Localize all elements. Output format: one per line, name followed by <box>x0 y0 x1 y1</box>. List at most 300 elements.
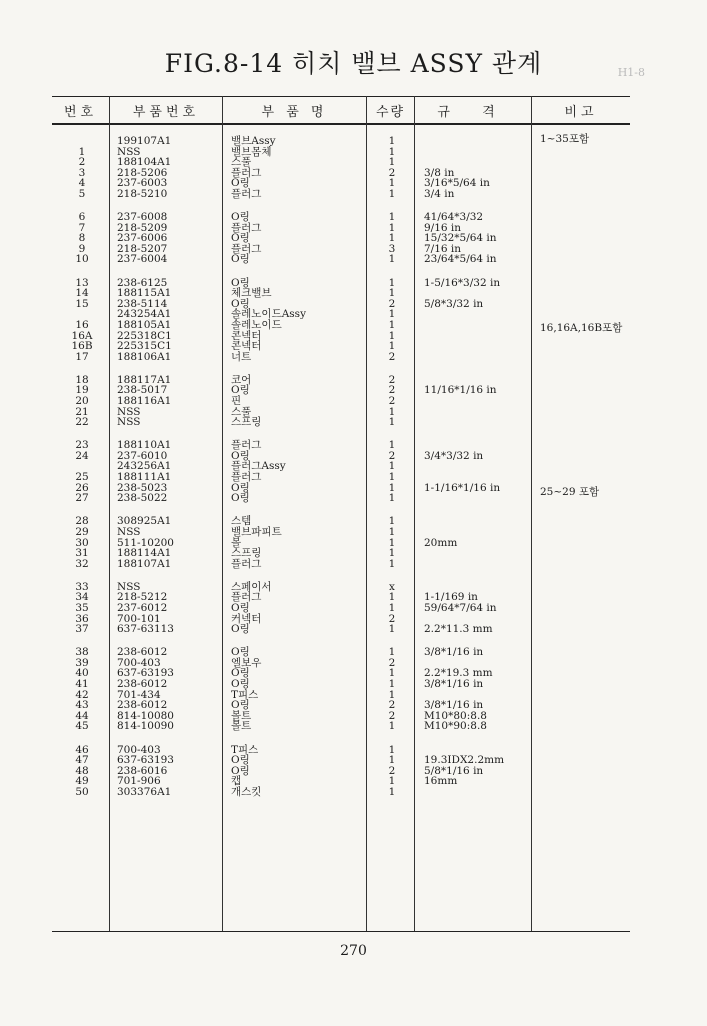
part-number: 225318C1 <box>117 329 172 342</box>
quantity: 2 <box>388 394 396 407</box>
part-name: 볼 <box>231 536 242 549</box>
specification: 1-5/16*3/32 in <box>424 276 501 289</box>
quantity: 1 <box>388 678 396 691</box>
part-number: 188114A1 <box>117 547 172 560</box>
table-row <box>0 254 707 265</box>
table-row <box>0 189 707 200</box>
part-number: 237-6003 <box>117 177 168 190</box>
quantity: 1 <box>388 460 396 473</box>
part-name: O링 <box>231 623 250 636</box>
part-name: 플러그 <box>231 557 262 570</box>
part-number: 237-6012 <box>117 601 168 614</box>
table-row <box>0 668 707 679</box>
part-name: O링 <box>231 177 250 190</box>
table-row <box>0 375 707 386</box>
item-number: 8 <box>78 232 86 245</box>
part-name: O링 <box>231 253 250 266</box>
item-number: 9 <box>78 242 86 255</box>
part-number: 238-5023 <box>117 481 168 494</box>
table-row <box>0 483 707 494</box>
part-number: 238-6012 <box>117 678 168 691</box>
part-number: 218-5206 <box>117 166 168 179</box>
quantity: 1 <box>388 287 396 300</box>
item-number: 49 <box>75 775 89 788</box>
part-number: 238-6012 <box>117 646 168 659</box>
quantity: 1 <box>388 221 396 234</box>
table-row <box>0 309 707 320</box>
part-name: O링 <box>231 449 250 462</box>
part-name: 플러그 <box>231 591 262 604</box>
part-name: O링 <box>231 384 250 397</box>
part-number: 511-10200 <box>117 536 174 549</box>
part-name: O링 <box>231 646 250 659</box>
item-number: 24 <box>75 449 89 462</box>
item-number: 35 <box>75 601 89 614</box>
specification: 2.2*11.3 mm <box>424 623 493 636</box>
item-number: 23 <box>75 439 89 452</box>
part-name: O링 <box>231 492 250 505</box>
specification: 11/16*1/16 in <box>424 384 497 397</box>
item-number: 29 <box>75 525 89 538</box>
part-name: 밸브몸체 <box>231 145 272 158</box>
quantity: 2 <box>388 350 396 363</box>
quantity: 1 <box>388 557 396 570</box>
table-row <box>0 244 707 255</box>
item-number: 30 <box>75 536 89 549</box>
specification: 9/16 in <box>424 221 462 234</box>
part-number: 238-6016 <box>117 764 168 777</box>
item-number: 42 <box>75 688 89 701</box>
part-number: 237-6008 <box>117 211 168 224</box>
quantity: 1 <box>388 492 396 505</box>
table-header-rule <box>52 123 630 125</box>
part-number: 188110A1 <box>117 439 172 452</box>
part-number: 188104A1 <box>117 156 172 169</box>
item-number: 45 <box>75 720 89 733</box>
part-name: 플러그 <box>231 221 262 234</box>
table-row <box>0 711 707 722</box>
table-row <box>0 157 707 168</box>
item-number: 16A <box>71 329 93 342</box>
parts-table-body <box>0 136 707 797</box>
quantity: 1 <box>388 623 396 636</box>
specification: 1-1/169 in <box>424 591 478 604</box>
part-name: 체크밸브 <box>231 287 272 300</box>
item-number: 28 <box>75 515 89 528</box>
part-number: NSS <box>117 416 141 429</box>
quantity: 2 <box>388 166 396 179</box>
part-name: T피스 <box>231 743 259 756</box>
part-name: O링 <box>231 601 250 614</box>
part-name: O링 <box>231 481 250 494</box>
specification: 59/64*7/64 in <box>424 601 497 614</box>
item-number: 38 <box>75 646 89 659</box>
part-name: 핀 <box>231 394 242 407</box>
item-number: 22 <box>75 416 89 429</box>
item-number: 40 <box>75 667 89 680</box>
table-row <box>0 755 707 766</box>
table-row <box>0 614 707 625</box>
quantity: 1 <box>388 720 396 733</box>
group-spacer <box>0 200 707 213</box>
group-spacer <box>0 504 707 517</box>
part-name: 밸브파피트 <box>231 525 282 538</box>
table-row <box>0 745 707 756</box>
quantity: 1 <box>388 743 396 756</box>
table-row <box>0 538 707 549</box>
quantity: 1 <box>388 481 396 494</box>
quantity: 1 <box>388 416 396 429</box>
table-top-rule <box>52 96 630 97</box>
quantity: 1 <box>388 754 396 767</box>
item-number: 3 <box>78 166 86 179</box>
table-row <box>0 288 707 299</box>
part-name: O링 <box>231 678 250 691</box>
item-number: 7 <box>78 221 86 234</box>
quantity: 1 <box>388 515 396 528</box>
table-row <box>0 178 707 189</box>
item-number: 10 <box>75 253 89 266</box>
quantity: 2 <box>388 297 396 310</box>
part-number: 303376A1 <box>117 785 172 798</box>
header-part: 부품번호 <box>132 105 200 120</box>
specification: 3/8*1/16 in <box>424 646 484 659</box>
part-name: 플러그 <box>231 439 262 452</box>
quantity: 1 <box>388 329 396 342</box>
quantity: 1 <box>388 405 396 418</box>
part-number: 218-5212 <box>117 591 168 604</box>
part-name: O링 <box>231 232 250 245</box>
quantity: 1 <box>388 547 396 560</box>
table-row <box>0 233 707 244</box>
quantity: 1 <box>388 536 396 549</box>
specification: 2.2*19.3 mm <box>424 667 493 680</box>
part-number: 814-10080 <box>117 709 174 722</box>
table-row <box>0 516 707 527</box>
part-number: 237-6010 <box>117 449 168 462</box>
quantity: 1 <box>388 591 396 604</box>
part-name: O링 <box>231 764 250 777</box>
quantity: 2 <box>388 612 396 625</box>
part-number: 238-5017 <box>117 384 168 397</box>
part-number: 637-63193 <box>117 667 174 680</box>
part-number: 218-5207 <box>117 242 168 255</box>
specification: 3/16*5/64 in <box>424 177 490 190</box>
item-number: 1 <box>78 145 86 158</box>
part-number: 238-5022 <box>117 492 168 505</box>
part-number: 218-5209 <box>117 221 168 234</box>
part-number: 308925A1 <box>117 515 172 528</box>
part-name: O링 <box>231 276 250 289</box>
part-name: 콘넥터 <box>231 329 262 342</box>
item-number: 43 <box>75 699 89 712</box>
part-number: 218-5210 <box>117 187 168 200</box>
part-name: 플러그Assy <box>231 460 286 473</box>
item-number: 26 <box>75 481 89 494</box>
table-row <box>0 603 707 614</box>
part-name: O링 <box>231 754 250 767</box>
item-number: 48 <box>75 764 89 777</box>
item-number: 5 <box>78 187 86 200</box>
table-row <box>0 417 707 428</box>
page-title: FIG.8-14 히치 밸브 ASSY 관계 <box>164 49 543 78</box>
table-row <box>0 700 707 711</box>
item-number: 41 <box>75 678 89 691</box>
table-row <box>0 147 707 158</box>
part-number: 700-101 <box>117 612 161 625</box>
item-number: 21 <box>75 405 89 418</box>
table-row <box>0 223 707 234</box>
group-spacer <box>0 265 707 278</box>
header-note: 비고 <box>564 105 598 120</box>
quantity: 1 <box>388 211 396 224</box>
specification: 3/8 in <box>424 166 455 179</box>
part-number: NSS <box>117 405 141 418</box>
part-name: 커넥터 <box>231 612 262 625</box>
item-number: 14 <box>75 287 89 300</box>
quantity: 1 <box>388 471 396 484</box>
header-name: 부 품 명 <box>261 105 328 120</box>
part-number: 237-6006 <box>117 232 168 245</box>
quantity: 3 <box>388 242 396 255</box>
part-name: 코어 <box>231 373 252 386</box>
part-number: 238-5114 <box>117 297 168 310</box>
part-number: 637-63113 <box>117 623 174 636</box>
quantity: 1 <box>388 276 396 289</box>
specification: 23/64*5/64 in <box>424 253 497 266</box>
specification: 3/4 in <box>424 187 455 200</box>
part-name: 콘넥터 <box>231 340 262 353</box>
part-number: NSS <box>117 580 141 593</box>
part-number: 637-63193 <box>117 754 174 767</box>
quantity: 2 <box>388 764 396 777</box>
table-row <box>0 472 707 483</box>
quantity: 1 <box>388 785 396 798</box>
item-number: 44 <box>75 709 89 722</box>
quantity: 1 <box>388 439 396 452</box>
header-no: 번호 <box>63 105 98 120</box>
quantity: 2 <box>388 656 396 669</box>
table-row <box>0 679 707 690</box>
item-number: 46 <box>75 743 89 756</box>
quantity: 1 <box>388 177 396 190</box>
specification: 3/8*1/16 in <box>424 699 484 712</box>
group-spacer <box>0 362 707 375</box>
part-number: 701-434 <box>117 688 161 701</box>
part-name: 솔레노이드 <box>231 318 282 331</box>
item-number: 18 <box>75 373 89 386</box>
specification: 20mm <box>424 536 458 549</box>
specification: 7/16 in <box>424 242 462 255</box>
specification: 3/4*3/32 in <box>424 449 484 462</box>
part-number: 188116A1 <box>117 394 172 407</box>
item-number: 19 <box>75 384 89 397</box>
item-number: 50 <box>75 785 89 798</box>
page-number: 270 <box>340 943 367 959</box>
part-name: 솔레노이드Assy <box>231 308 307 321</box>
table-row <box>0 592 707 603</box>
specification: 1-1/16*1/16 in <box>424 481 501 494</box>
specification: 5/8*3/32 in <box>424 297 484 310</box>
quantity: 2 <box>388 384 396 397</box>
part-name: 플러그 <box>231 242 262 255</box>
header-qty: 수량 <box>375 105 406 120</box>
part-number: 188107A1 <box>117 557 172 570</box>
part-name: O링 <box>231 699 250 712</box>
part-name: 플러그 <box>231 471 262 484</box>
part-name: O링 <box>231 297 250 310</box>
part-name: 볼트 <box>231 720 252 733</box>
part-number: 701-906 <box>117 775 161 788</box>
table-row <box>0 451 707 462</box>
quantity: 1 <box>388 525 396 538</box>
table-row <box>0 624 707 635</box>
quantity: 1 <box>388 187 396 200</box>
part-number: 188115A1 <box>117 287 172 300</box>
table-row <box>0 461 707 472</box>
table-row <box>0 493 707 504</box>
item-number: 6 <box>78 211 86 224</box>
table-row <box>0 559 707 570</box>
part-name: 플러그 <box>231 166 262 179</box>
part-name: T피스 <box>231 688 259 701</box>
table-row <box>0 396 707 407</box>
part-name: 스템 <box>231 515 252 528</box>
table-row <box>0 407 707 418</box>
part-number: 188106A1 <box>117 350 172 363</box>
part-name: 개스킷 <box>231 785 262 798</box>
table-row <box>0 647 707 658</box>
quantity: 2 <box>388 699 396 712</box>
quantity: 1 <box>388 253 396 266</box>
part-number: 243256A1 <box>117 460 172 473</box>
quantity: 1 <box>388 232 396 245</box>
table-row <box>0 582 707 593</box>
item-number: 37 <box>75 623 89 636</box>
group-spacer <box>0 569 707 582</box>
part-number: 700-403 <box>117 743 161 756</box>
quantity: 1 <box>388 340 396 353</box>
specification: 5/8*1/16 in <box>424 764 484 777</box>
quantity: x <box>389 580 395 593</box>
specification: M10*90:8.8 <box>424 720 487 733</box>
table-row <box>0 776 707 787</box>
table-row <box>0 721 707 732</box>
item-number: 17 <box>75 350 89 363</box>
item-number: 27 <box>75 492 89 505</box>
table-row <box>0 278 707 289</box>
table-row <box>0 527 707 538</box>
table-row <box>0 212 707 223</box>
part-name: 스페이서 <box>231 580 272 593</box>
part-number: 814-10090 <box>117 720 174 733</box>
item-number: 39 <box>75 656 89 669</box>
item-number: 36 <box>75 612 89 625</box>
item-number: 16 <box>75 318 89 331</box>
table-row <box>0 690 707 701</box>
part-name: 스프링 <box>231 416 262 429</box>
item-number: 33 <box>75 580 89 593</box>
table-row <box>0 168 707 179</box>
part-name: 플러그 <box>231 187 262 200</box>
part-name: 스풀 <box>231 156 252 169</box>
quantity: 1 <box>388 688 396 701</box>
specification: 16mm <box>424 775 458 788</box>
part-number: 188117A1 <box>117 373 172 386</box>
note-3: 25~29 포함 <box>540 486 600 498</box>
note-1: 1~35포함 <box>540 133 590 145</box>
table-row <box>0 385 707 396</box>
corner-mark: H1-8 <box>617 66 645 79</box>
table-row <box>0 658 707 669</box>
quantity: 1 <box>388 308 396 321</box>
part-number: 243254A1 <box>117 308 172 321</box>
part-number: 188111A1 <box>117 471 172 484</box>
quantity: 1 <box>388 145 396 158</box>
quantity: 1 <box>388 135 396 147</box>
part-name: 너트 <box>231 350 252 363</box>
part-number: 199107A1 <box>117 135 172 147</box>
specification: 3/8*1/16 in <box>424 678 484 691</box>
part-number: 238-6012 <box>117 699 168 712</box>
quantity: 1 <box>388 646 396 659</box>
item-number: 25 <box>75 471 89 484</box>
quantity: 2 <box>388 373 396 386</box>
part-number: NSS <box>117 145 141 158</box>
part-name: 스프링 <box>231 547 262 560</box>
table-bottom-rule <box>52 931 630 932</box>
item-number: 32 <box>75 557 89 570</box>
quantity: 1 <box>388 156 396 169</box>
item-number: 34 <box>75 591 89 604</box>
quantity: 2 <box>388 709 396 722</box>
header-spec: 규 격 <box>437 105 509 120</box>
item-number: 31 <box>75 547 89 560</box>
specification: 15/32*5/64 in <box>424 232 497 245</box>
part-number: 238-6125 <box>117 276 168 289</box>
part-name: 스풀 <box>231 405 252 418</box>
part-number: 237-6004 <box>117 253 168 266</box>
quantity: 1 <box>388 667 396 680</box>
quantity: 2 <box>388 449 396 462</box>
table-row <box>0 136 707 147</box>
part-name: 볼트 <box>231 709 252 722</box>
item-number: 2 <box>78 156 86 169</box>
part-name: O링 <box>231 667 250 680</box>
part-name: 밸브Assy <box>231 135 276 147</box>
part-name: 엘보우 <box>231 656 262 669</box>
part-number: NSS <box>117 525 141 538</box>
item-number: 13 <box>75 276 89 289</box>
table-row <box>0 352 707 363</box>
group-spacer <box>0 428 707 441</box>
group-spacer <box>0 635 707 648</box>
part-name: O링 <box>231 211 250 224</box>
part-number: 225315C1 <box>117 340 172 353</box>
table-row <box>0 440 707 451</box>
quantity: 1 <box>388 775 396 788</box>
table-row <box>0 341 707 352</box>
note-2: 16,16A,16B포함 <box>540 322 623 334</box>
quantity: 1 <box>388 601 396 614</box>
part-number: 700-403 <box>117 656 161 669</box>
item-number: 4 <box>78 177 86 190</box>
specification: 19.3IDX2.2mm <box>424 754 505 767</box>
table-row <box>0 548 707 559</box>
quantity: 1 <box>388 318 396 331</box>
item-number: 15 <box>75 297 89 310</box>
group-spacer <box>0 732 707 745</box>
